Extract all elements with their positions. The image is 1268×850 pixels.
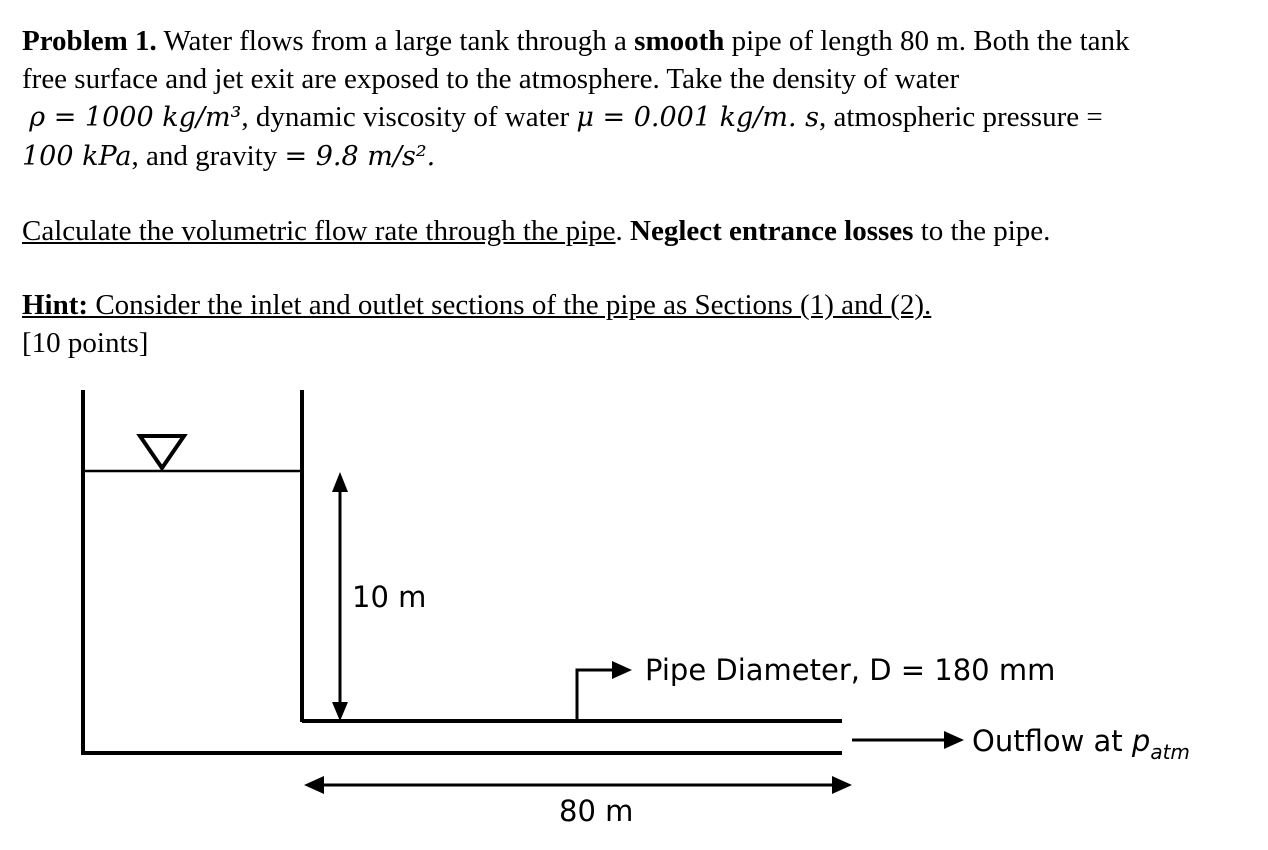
free-surface-symbol-icon bbox=[140, 436, 184, 468]
length-arrow-right-icon bbox=[832, 776, 852, 794]
outflow-label bbox=[972, 724, 1190, 764]
density-expression: ρ = 1000 kg/m³ bbox=[29, 102, 242, 133]
task-end: to the pipe. bbox=[913, 215, 1051, 247]
height-arrow-down-icon bbox=[332, 702, 348, 721]
problem-line-1b: pipe of length 80 m. Both the tank bbox=[724, 25, 1130, 57]
task-dot: . bbox=[615, 215, 630, 247]
gravity-expression: = 9.8 m/s². bbox=[284, 141, 436, 172]
length-label: 80 m bbox=[559, 794, 634, 828]
outflow-label-text: Outflow at bbox=[972, 724, 1132, 758]
height-arrow-up-icon bbox=[332, 472, 348, 492]
neglect-losses-note: Neglect entrance losses bbox=[630, 215, 914, 247]
hint-label: Hint: bbox=[22, 289, 89, 321]
problem-line-3-end: , atmospheric pressure = bbox=[818, 101, 1103, 133]
atm-pressure-value: 100 kPa bbox=[22, 141, 132, 172]
length-arrow-left-icon bbox=[304, 776, 324, 794]
hint-text: Consider the inlet and outlet sections of the pipe as Sections (1) and (2). bbox=[88, 289, 932, 321]
outflow-arrow-icon bbox=[944, 731, 964, 749]
outflow-subscript: atm bbox=[1150, 740, 1190, 764]
problem-label: Problem 1. bbox=[22, 25, 157, 57]
problem-line-4-mid: , and gravity bbox=[131, 140, 285, 172]
height-label: 10 m bbox=[352, 580, 427, 614]
diameter-leader-line bbox=[577, 670, 612, 721]
smooth-keyword: smooth bbox=[634, 25, 725, 57]
outflow-symbol: p bbox=[1131, 724, 1151, 758]
task-instruction: Calculate the volumetric flow rate through the pipe bbox=[22, 215, 616, 247]
problem-line-1a: Water flows from a large tank through a bbox=[156, 25, 635, 57]
viscosity-expression: μ = 0.001 kg/m. s bbox=[576, 102, 819, 133]
problem-line-2: free surface and jet exit are exposed to the atmosphere. Take the density of water bbox=[22, 63, 960, 95]
problem-line-3-mid: , dynamic viscosity of water bbox=[241, 101, 577, 133]
diameter-arrow-icon bbox=[612, 661, 632, 679]
points-line: [10 points] bbox=[22, 327, 149, 359]
diameter-label: Pipe Diameter, D = 180 mm bbox=[645, 653, 1056, 687]
